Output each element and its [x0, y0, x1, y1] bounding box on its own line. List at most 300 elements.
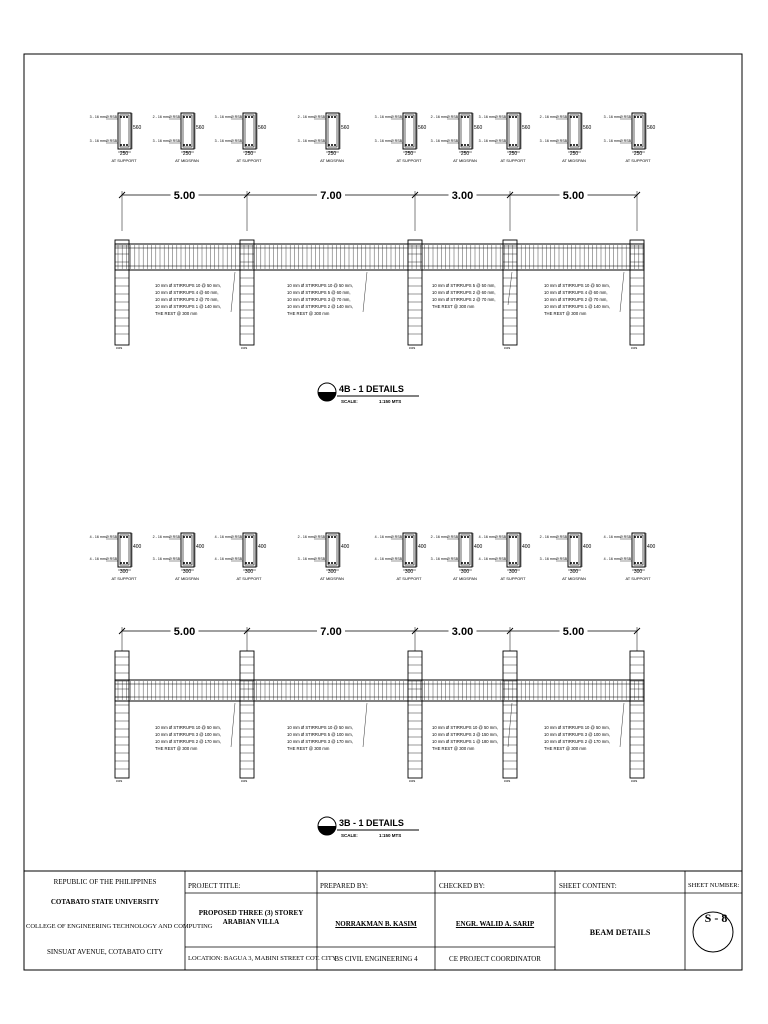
- rebar-dot: [248, 116, 250, 118]
- scale-label: SCALE:: [341, 399, 358, 404]
- stirrup-note-line: 10 mm Ø STIRRUPS 1 @ 140 mm,: [544, 304, 610, 309]
- stirrup-outline: [634, 115, 643, 147]
- section-width-label: 250: [119, 151, 129, 157]
- prepared-by-name: NORRAKMAN B. KASIM: [335, 920, 417, 928]
- rebar-dot: [248, 562, 250, 564]
- rebar-dot: [408, 536, 410, 538]
- stirrup-note-line: 10 mm Ø STIRRUPS 2 @ 170 mm,: [155, 739, 221, 744]
- stirrup-note-line: 10 mm Ø STIRRUPS 5 @ 100 mm,: [287, 732, 353, 737]
- rebar-dot: [573, 144, 575, 146]
- column-break-mark: cos: [631, 345, 638, 350]
- stirrup-outline: [120, 115, 129, 147]
- rebar-dot: [461, 562, 463, 564]
- prepared-by-label: PREPARED BY:: [320, 882, 368, 890]
- bottom-rebar-label: 3 - 16 mmØ RSB: [297, 557, 325, 561]
- rebar-dot: [251, 562, 253, 564]
- section-depth-label: 560: [474, 125, 483, 131]
- stirrup-note-line: 10 mm Ø STIRRUPS 3 @ 170 mm,: [287, 739, 353, 744]
- rebar-dot: [573, 536, 575, 538]
- stirrup-note-leader: [231, 703, 235, 747]
- rebar-dot: [189, 116, 191, 118]
- rebar-dot: [183, 144, 185, 146]
- top-rebar-label: 2 - 16 mmØ RSB: [297, 115, 325, 119]
- rebar-dot: [328, 536, 330, 538]
- institution-line: COLLEGE OF ENGINEERING TECHNOLOGY AND COMPUTING: [26, 923, 213, 930]
- section-depth-label: 400: [258, 544, 267, 550]
- rebar-dot: [509, 116, 511, 118]
- rebar-dot: [405, 536, 407, 538]
- stirrup-note-line: 10 mm Ø STIRRUPS 10 @ 50 mm,: [287, 725, 353, 730]
- section-depth-label: 560: [258, 125, 267, 131]
- stirrup-note-line: 10 mm Ø STIRRUPS 10 @ 50 mm,: [287, 283, 353, 288]
- top-rebar-label: 2 - 16 mmØ RSB: [152, 535, 180, 539]
- rebar-dot: [405, 562, 407, 564]
- rebar-dot: [331, 116, 333, 118]
- rebar-dot: [123, 536, 125, 538]
- section-depth-label: 560: [341, 125, 350, 131]
- rebar-dot: [640, 536, 642, 538]
- top-rebar-label: 2 - 16 mmØ RSB: [430, 115, 458, 119]
- top-rebar-label: 4 - 16 mmØ RSB: [89, 535, 117, 539]
- rebar-dot: [245, 562, 247, 564]
- stirrup-outline: [183, 535, 192, 565]
- top-rebar-label: 3 - 16 mmØ RSB: [89, 115, 117, 119]
- stirrup-outline: [120, 535, 129, 565]
- rebar-dot: [408, 116, 410, 118]
- section-depth-label: 560: [133, 125, 142, 131]
- rebar-dot: [120, 144, 122, 146]
- section-position-label: AT SUPPORT: [500, 158, 526, 163]
- section-position-label: AT SUPPORT: [625, 158, 651, 163]
- stirrup-note-line: THE REST @ 300 mm: [432, 746, 475, 751]
- rebar-dot: [467, 144, 469, 146]
- rebar-dot: [512, 144, 514, 146]
- stirrup-note-line: 10 mm Ø STIRRUPS 4 @ 60 mm,: [544, 290, 608, 295]
- section-position-label: AT MIDSPAN: [175, 158, 199, 163]
- rebar-dot: [640, 144, 642, 146]
- scale-value: 1:150 MTS: [379, 399, 402, 404]
- column-break-mark: cos: [241, 345, 248, 350]
- top-rebar-label: 4 - 16 mmØ RSB: [214, 535, 242, 539]
- section-depth-label: 560: [418, 125, 427, 131]
- rebar-dot: [464, 144, 466, 146]
- rebar-dot: [120, 116, 122, 118]
- section-position-label: AT MIDSPAN: [453, 576, 477, 581]
- project-title-label: PROJECT TITLE:: [188, 882, 241, 890]
- section-width-label: 300: [404, 569, 414, 575]
- rebar-dot: [189, 562, 191, 564]
- rebar-dot: [637, 116, 639, 118]
- rebar-dot: [123, 116, 125, 118]
- rebar-dot: [248, 536, 250, 538]
- rebar-dot: [331, 562, 333, 564]
- span-length-label: 5.00: [562, 626, 585, 638]
- rebar-dot: [183, 116, 185, 118]
- rebar-dot: [464, 536, 466, 538]
- section-width-label: 250: [569, 151, 579, 157]
- top-rebar-label: 2 - 16 mmØ RSB: [297, 535, 325, 539]
- section-width-label: 300: [508, 569, 518, 575]
- bottom-rebar-label: 3 - 16 mmØ RSB: [89, 139, 117, 143]
- section-width-label: 300: [569, 569, 579, 575]
- stirrup-outline: [245, 115, 254, 147]
- section-width-label: 250: [508, 151, 518, 157]
- institution-line: REPUBLIC OF THE PHILIPPINES: [53, 878, 157, 886]
- rebar-dot: [245, 116, 247, 118]
- rebar-dot: [120, 562, 122, 564]
- top-rebar-label: 4 - 16 mmØ RSB: [603, 535, 631, 539]
- rebar-dot: [408, 562, 410, 564]
- rebar-dot: [576, 144, 578, 146]
- rebar-dot: [411, 536, 413, 538]
- bottom-rebar-label: 4 - 16 mmØ RSB: [89, 557, 117, 561]
- section-position-label: AT SUPPORT: [396, 158, 422, 163]
- section-depth-label: 560: [583, 125, 592, 131]
- top-rebar-label: 3 - 16 mmØ RSB: [478, 115, 506, 119]
- rebar-dot: [183, 536, 185, 538]
- detail-marker-fill: [318, 826, 336, 835]
- stirrup-outline: [405, 535, 414, 565]
- rebar-dot: [334, 144, 336, 146]
- rebar-dot: [512, 536, 514, 538]
- section-depth-label: 400: [341, 544, 350, 550]
- span-length-label: 5.00: [173, 190, 196, 202]
- stirrup-note-line: 10 mm Ø STIRRUPS 2 @ 70 mm,: [544, 297, 608, 302]
- rebar-dot: [334, 536, 336, 538]
- rebar-dot: [334, 562, 336, 564]
- stirrup-outline: [570, 115, 579, 147]
- section-position-label: AT SUPPORT: [111, 576, 137, 581]
- beam-elevation: [115, 680, 644, 701]
- stirrup-note-line: THE REST @ 300 mm: [544, 746, 587, 751]
- rebar-dot: [126, 562, 128, 564]
- rebar-dot: [461, 144, 463, 146]
- column: [630, 240, 644, 345]
- rebar-dot: [515, 562, 517, 564]
- bottom-rebar-label: 3 - 16 mmØ RSB: [478, 139, 506, 143]
- top-rebar-label: 2 - 16 mmØ RSB: [539, 115, 567, 119]
- stirrup-note-line: THE REST @ 300 mm: [432, 304, 475, 309]
- section-position-label: AT MIDSPAN: [320, 576, 344, 581]
- stirrup-note-line: 10 mm Ø STIRRUPS 1 @ 180 mm,: [432, 739, 498, 744]
- section-width-label: 250: [633, 151, 643, 157]
- section-depth-label: 400: [196, 544, 205, 550]
- section-position-label: AT MIDSPAN: [320, 158, 344, 163]
- rebar-dot: [328, 116, 330, 118]
- stirrup-note-line: THE REST @ 300 mm: [287, 746, 330, 751]
- stirrup-note-line: THE REST @ 300 mm: [544, 311, 587, 316]
- scale-label: SCALE:: [341, 833, 358, 838]
- column-break-mark: cos: [116, 345, 123, 350]
- span-length-label: 3.00: [451, 190, 474, 202]
- span-length-label: 7.00: [320, 190, 342, 202]
- rebar-dot: [512, 562, 514, 564]
- section-position-label: AT MIDSPAN: [562, 158, 586, 163]
- rebar-dot: [251, 116, 253, 118]
- rebar-dot: [570, 536, 572, 538]
- stirrup-outline: [509, 115, 518, 147]
- project-title-line: PROPOSED THREE (3) STOREY: [198, 909, 304, 917]
- section-width-label: 300: [633, 569, 643, 575]
- stirrup-note-line: 10 mm Ø STIRRUPS 10 @ 50 mm,: [432, 725, 498, 730]
- rebar-dot: [570, 562, 572, 564]
- stirrup-note-leader: [363, 703, 367, 747]
- rebar-dot: [126, 116, 128, 118]
- detail-title: 4B - 1 DETAILS: [339, 384, 404, 394]
- sheet-number: S - 8: [704, 911, 728, 925]
- section-width-label: 300: [460, 569, 470, 575]
- bottom-rebar-label: 4 - 16 mmØ RSB: [214, 557, 242, 561]
- stirrup-note-line: 10 mm Ø STIRRUPS 2 @ 70 mm,: [432, 297, 496, 302]
- rebar-dot: [186, 144, 188, 146]
- top-rebar-label: 3 - 16 mmØ RSB: [214, 115, 242, 119]
- stirrup-note-leader: [508, 703, 512, 747]
- rebar-dot: [405, 116, 407, 118]
- top-rebar-label: 2 - 16 mmØ RSB: [430, 535, 458, 539]
- column: [630, 651, 644, 778]
- rebar-dot: [467, 536, 469, 538]
- section-position-label: AT SUPPORT: [236, 576, 262, 581]
- checked-by-name: ENGR. WALID A. SARIP: [455, 920, 535, 928]
- rebar-dot: [411, 144, 413, 146]
- bottom-rebar-label: 3 - 16 mmØ RSB: [152, 139, 180, 143]
- stirrup-note-leader: [508, 272, 512, 305]
- rebar-dot: [186, 562, 188, 564]
- rebar-dot: [461, 536, 463, 538]
- section-depth-label: 400: [583, 544, 592, 550]
- section-width-label: 250: [404, 151, 414, 157]
- stirrup-note-line: 10 mm Ø STIRRUPS 5 @ 50 mm,: [432, 283, 496, 288]
- detail-marker-fill: [318, 392, 336, 401]
- column-break-mark: cos: [241, 778, 248, 783]
- section-width-label: 250: [244, 151, 254, 157]
- rebar-dot: [637, 562, 639, 564]
- rebar-dot: [328, 144, 330, 146]
- stirrup-note-line: 10 mm Ø STIRRUPS 10 @ 50 mm,: [544, 725, 610, 730]
- prepared-by-role: BS CIVIL ENGINEERING 4: [334, 955, 418, 963]
- rebar-dot: [512, 116, 514, 118]
- stirrup-note-leader: [231, 272, 235, 312]
- stirrup-note-line: 10 mm Ø STIRRUPS 2 @ 140 mm,: [287, 304, 353, 309]
- section-width-label: 250: [460, 151, 470, 157]
- rebar-dot: [634, 144, 636, 146]
- stirrup-note-line: 10 mm Ø STIRRUPS 2 @ 70 mm,: [155, 297, 219, 302]
- rebar-dot: [189, 144, 191, 146]
- column-break-mark: cos: [631, 778, 638, 783]
- stirrup-note-leader: [620, 703, 624, 747]
- rebar-dot: [120, 536, 122, 538]
- bottom-rebar-label: 3 - 16 mmØ RSB: [152, 557, 180, 561]
- detail-title: 3B - 1 DETAILS: [339, 818, 404, 828]
- stirrup-outline: [328, 115, 337, 147]
- bottom-rebar-label: 4 - 16 mmØ RSB: [478, 557, 506, 561]
- bottom-rebar-label: 4 - 16 mmØ RSB: [603, 557, 631, 561]
- top-rebar-label: 2 - 16 mmØ RSB: [539, 535, 567, 539]
- stirrup-note-line: 10 mm Ø STIRRUPS 10 @ 50 mm,: [155, 725, 221, 730]
- rebar-dot: [515, 116, 517, 118]
- rebar-dot: [461, 116, 463, 118]
- section-position-label: AT MIDSPAN: [453, 158, 477, 163]
- section-position-label: AT SUPPORT: [111, 158, 137, 163]
- top-rebar-label: 4 - 16 mmØ RSB: [478, 535, 506, 539]
- column-break-mark: cos: [504, 778, 511, 783]
- rebar-dot: [509, 536, 511, 538]
- section-width-label: 250: [182, 151, 192, 157]
- stirrup-note-line: 10 mm Ø STIRRUPS 2 @ 170 mm,: [544, 739, 610, 744]
- span-length-label: 5.00: [562, 190, 585, 202]
- rebar-dot: [186, 536, 188, 538]
- column: [503, 240, 517, 345]
- rebar-dot: [411, 562, 413, 564]
- sheet-number-label: SHEET NUMBER:: [688, 882, 740, 889]
- stirrup-outline: [509, 535, 518, 565]
- rebar-dot: [634, 536, 636, 538]
- rebar-dot: [251, 536, 253, 538]
- section-depth-label: 400: [522, 544, 531, 550]
- rebar-dot: [467, 562, 469, 564]
- stirrup-outline: [405, 115, 414, 147]
- rebar-dot: [405, 144, 407, 146]
- section-depth-label: 400: [474, 544, 483, 550]
- stirrup-outline: [183, 115, 192, 147]
- column-break-mark: cos: [409, 778, 416, 783]
- section-position-label: AT SUPPORT: [500, 576, 526, 581]
- section-position-label: AT MIDSPAN: [175, 576, 199, 581]
- stirrup-note-line: THE REST @ 300 mm: [155, 311, 198, 316]
- bottom-rebar-label: 3 - 16 mmØ RSB: [297, 139, 325, 143]
- rebar-dot: [576, 536, 578, 538]
- column: [115, 240, 129, 345]
- rebar-dot: [331, 536, 333, 538]
- column: [503, 651, 517, 778]
- bottom-rebar-label: 3 - 16 mmØ RSB: [214, 139, 242, 143]
- column-break-mark: cos: [504, 345, 511, 350]
- section-depth-label: 400: [418, 544, 427, 550]
- rebar-dot: [634, 562, 636, 564]
- column: [408, 651, 422, 778]
- rebar-dot: [189, 536, 191, 538]
- rebar-dot: [186, 116, 188, 118]
- rebar-dot: [464, 562, 466, 564]
- rebar-dot: [464, 116, 466, 118]
- section-width-label: 300: [244, 569, 254, 575]
- rebar-dot: [126, 536, 128, 538]
- column-break-mark: cos: [409, 345, 416, 350]
- rebar-dot: [411, 116, 413, 118]
- stirrup-note-line: 10 mm Ø STIRRUPS 3 @ 100 mm,: [544, 732, 610, 737]
- rebar-dot: [126, 144, 128, 146]
- span-length-label: 7.00: [320, 626, 342, 638]
- stirrup-note-line: 10 mm Ø STIRRUPS 5 @ 60 mm,: [287, 290, 351, 295]
- rebar-dot: [640, 116, 642, 118]
- section-width-label: 300: [119, 569, 129, 575]
- project-location: LOCATION: BAGUA 3, MABINI STREET COT. CITY: [188, 955, 337, 962]
- rebar-dot: [334, 116, 336, 118]
- section-position-label: AT MIDSPAN: [562, 576, 586, 581]
- rebar-dot: [576, 562, 578, 564]
- section-depth-label: 400: [133, 544, 142, 550]
- section-width-label: 250: [327, 151, 337, 157]
- bottom-rebar-label: 3 - 16 mmØ RSB: [539, 139, 567, 143]
- sheet-content-label: SHEET CONTENT:: [559, 882, 617, 890]
- stirrup-note-line: 10 mm Ø STIRRUPS 10 @ 50 mm,: [544, 283, 610, 288]
- rebar-dot: [570, 116, 572, 118]
- sheet-content: BEAM DETAILS: [589, 928, 651, 937]
- rebar-dot: [573, 116, 575, 118]
- rebar-dot: [509, 562, 511, 564]
- top-rebar-label: 3 - 16 mmØ RSB: [603, 115, 631, 119]
- scale-value: 1:150 MTS: [379, 833, 402, 838]
- rebar-dot: [183, 562, 185, 564]
- column: [240, 240, 254, 345]
- section-position-label: AT SUPPORT: [396, 576, 422, 581]
- bottom-rebar-label: 4 - 16 mmØ RSB: [374, 557, 402, 561]
- rebar-dot: [467, 116, 469, 118]
- stirrup-note-line: THE REST @ 300 mm: [155, 746, 198, 751]
- stirrup-outline: [461, 115, 470, 147]
- span-length-label: 3.00: [451, 626, 474, 638]
- stirrup-note-line: 10 mm Ø STIRRUPS 10 @ 50 mm,: [155, 283, 221, 288]
- rebar-dot: [509, 144, 511, 146]
- span-length-label: 5.00: [173, 626, 196, 638]
- stirrup-outline: [461, 535, 470, 565]
- rebar-dot: [123, 562, 125, 564]
- rebar-dot: [248, 144, 250, 146]
- stirrup-note-line: 10 mm Ø STIRRUPS 1 @ 140 mm,: [155, 304, 221, 309]
- rebar-dot: [245, 144, 247, 146]
- stirrup-note-line: 10 mm Ø STIRRUPS 3 @ 150 mm,: [432, 732, 498, 737]
- rebar-dot: [123, 144, 125, 146]
- rebar-dot: [328, 562, 330, 564]
- stirrup-note-leader: [363, 272, 367, 312]
- section-width-label: 300: [327, 569, 337, 575]
- section-position-label: AT SUPPORT: [625, 576, 651, 581]
- section-depth-label: 560: [196, 125, 205, 131]
- section-width-label: 300: [182, 569, 192, 575]
- column: [408, 240, 422, 345]
- column-break-mark: cos: [116, 778, 123, 783]
- top-rebar-label: 4 - 16 mmØ RSB: [374, 535, 402, 539]
- stirrup-outline: [328, 535, 337, 565]
- rebar-dot: [515, 144, 517, 146]
- bottom-rebar-label: 3 - 16 mmØ RSB: [430, 557, 458, 561]
- column: [240, 651, 254, 778]
- top-rebar-label: 3 - 16 mmØ RSB: [374, 115, 402, 119]
- stirrup-outline: [634, 535, 643, 565]
- stirrup-note-line: THE REST @ 300 mm: [287, 311, 330, 316]
- stirrup-note-line: 10 mm Ø STIRRUPS 3 @ 70 mm,: [287, 297, 351, 302]
- checked-by-label: CHECKED BY:: [439, 882, 485, 890]
- section-position-label: AT SUPPORT: [236, 158, 262, 163]
- project-title-line: ARABIAN VILLA: [222, 918, 280, 926]
- section-depth-label: 560: [522, 125, 531, 131]
- rebar-dot: [573, 562, 575, 564]
- stirrup-outline: [245, 535, 254, 565]
- bottom-rebar-label: 3 - 16 mmØ RSB: [374, 139, 402, 143]
- bottom-rebar-label: 3 - 16 mmØ RSB: [603, 139, 631, 143]
- rebar-dot: [637, 144, 639, 146]
- institution-line: COTABATO STATE UNIVERSITY: [50, 898, 160, 906]
- rebar-dot: [576, 116, 578, 118]
- column: [115, 651, 129, 778]
- stirrup-note-line: 10 mm Ø STIRRUPS 2 @ 60 mm,: [432, 290, 496, 295]
- bottom-rebar-label: 3 - 16 mmØ RSB: [430, 139, 458, 143]
- rebar-dot: [408, 144, 410, 146]
- section-depth-label: 560: [647, 125, 656, 131]
- checked-by-role: CE PROJECT COORDINATOR: [449, 955, 541, 963]
- rebar-dot: [570, 144, 572, 146]
- rebar-dot: [640, 562, 642, 564]
